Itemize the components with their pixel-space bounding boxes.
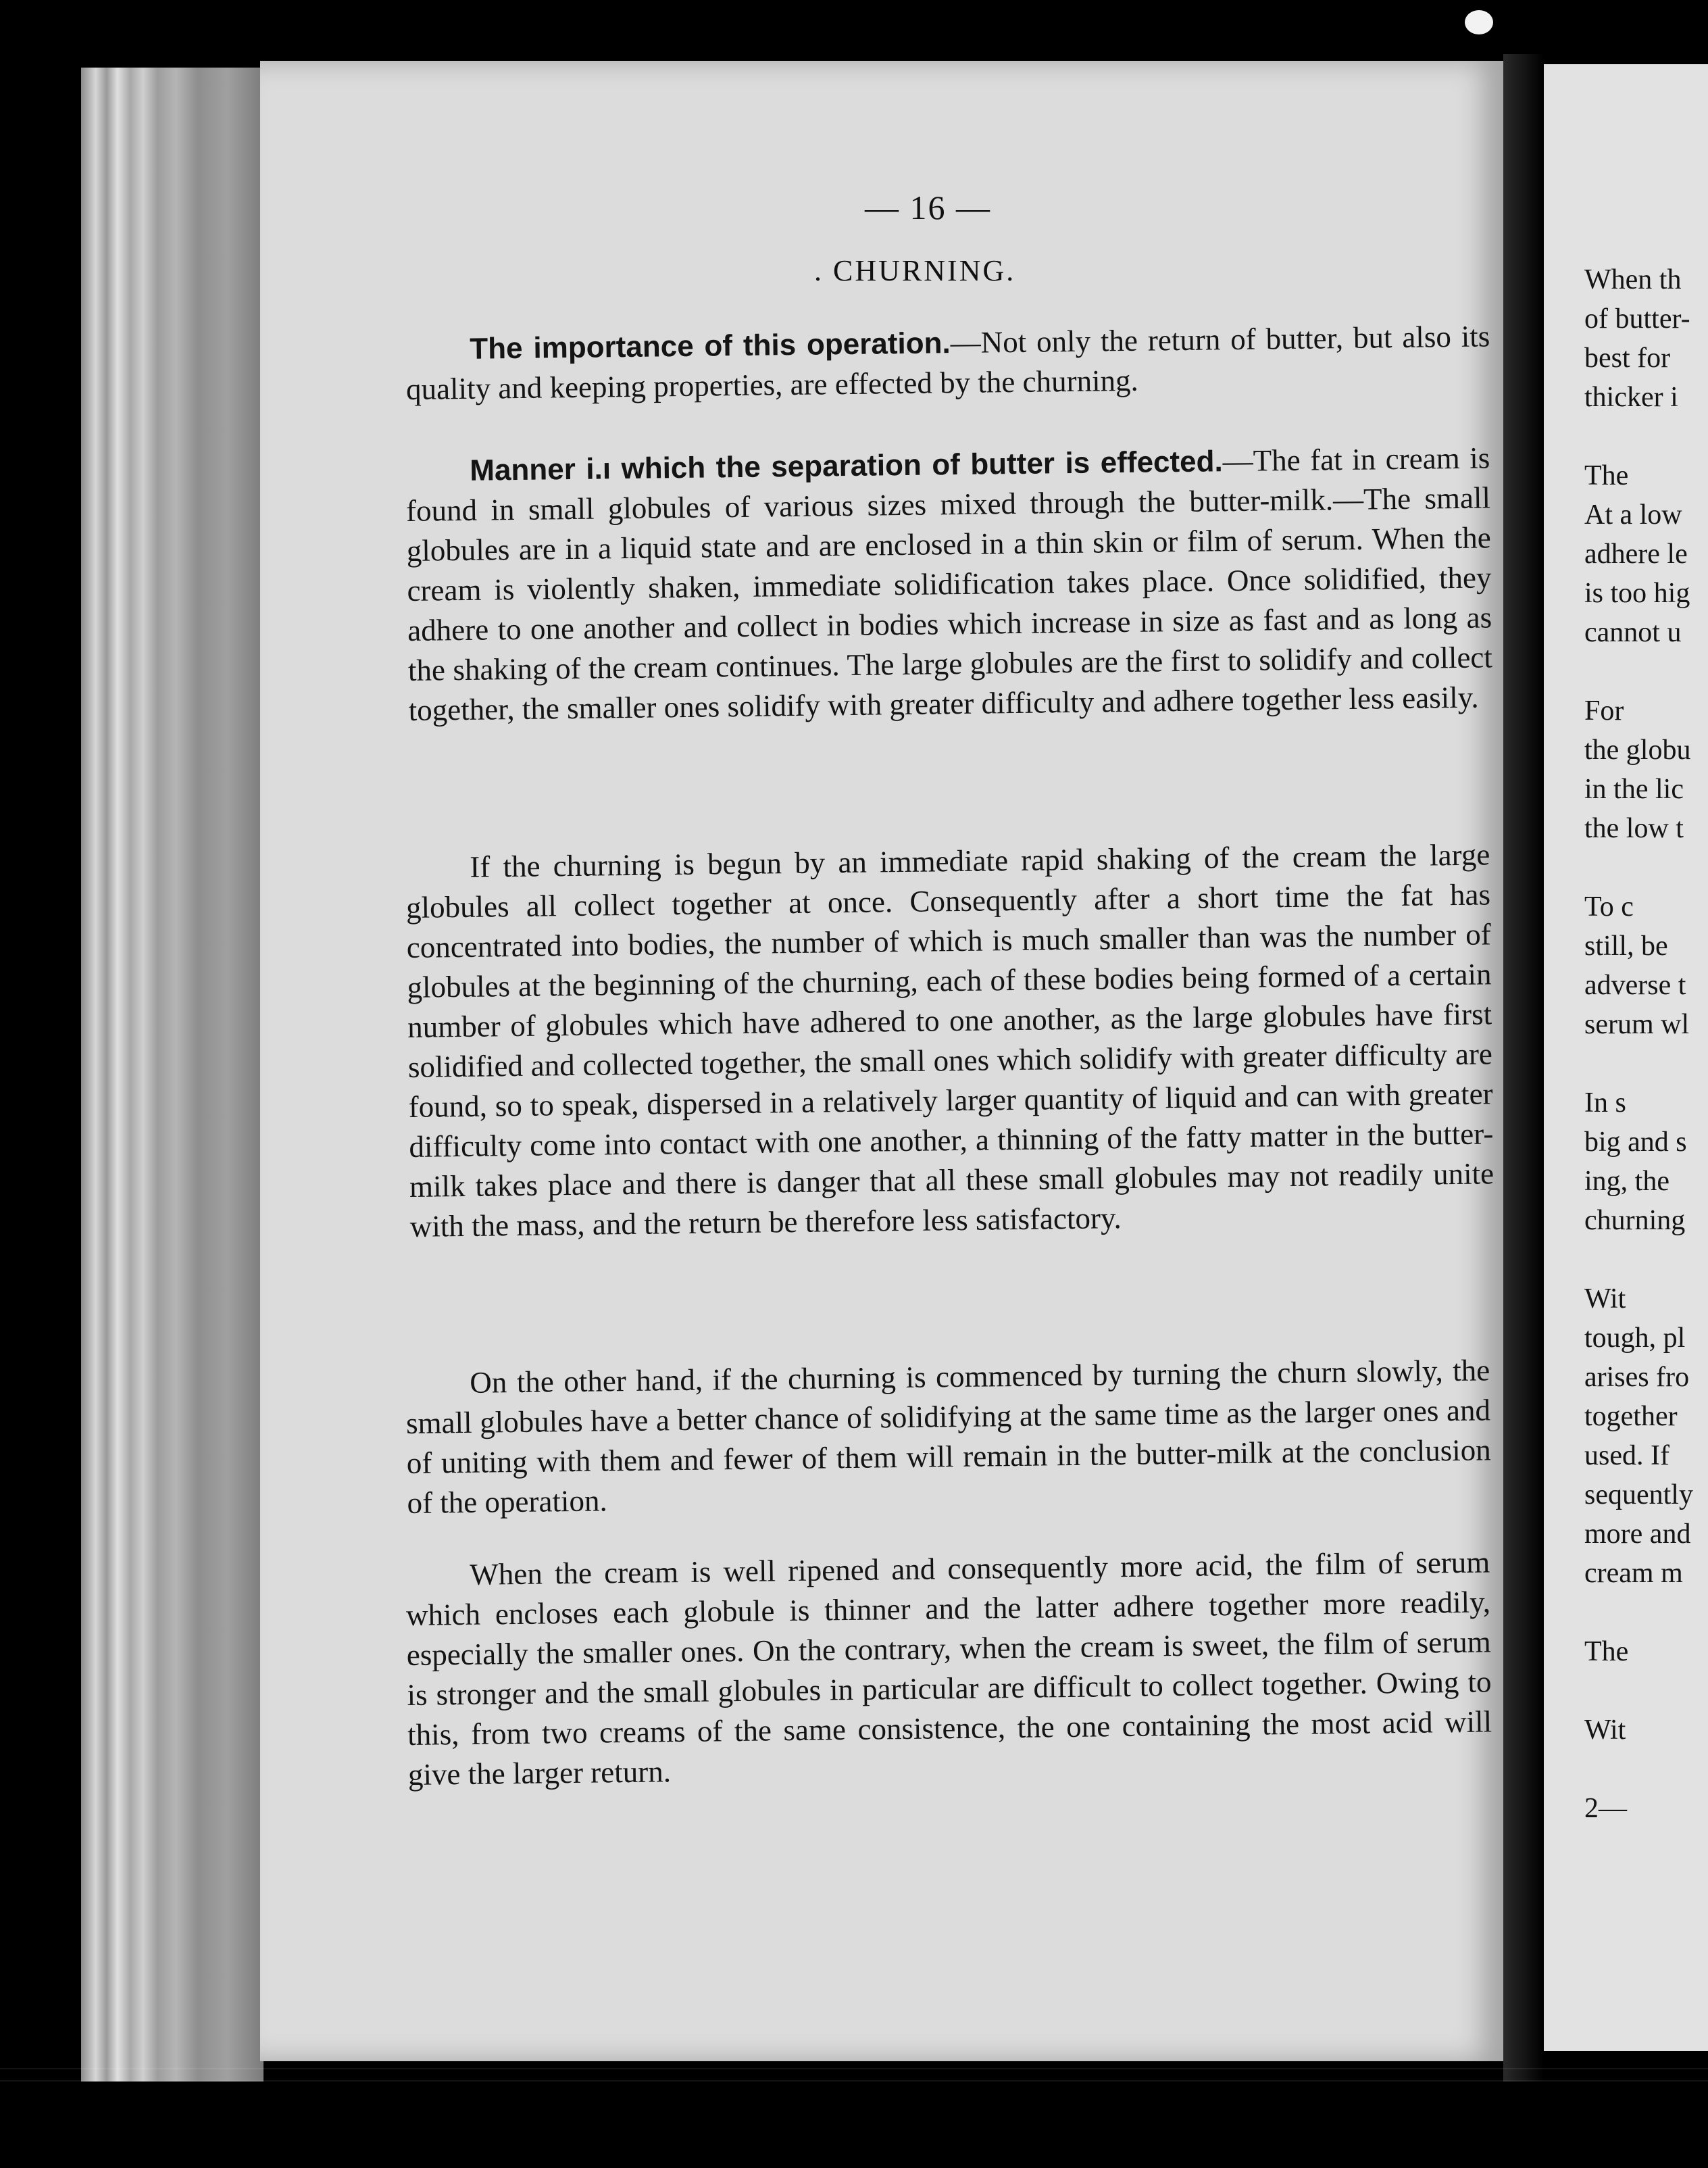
paragraph-ripened-cream <box>405 1542 1492 1795</box>
right-page-line: sequently <box>1584 1479 1693 1510</box>
page-number: — 16 — <box>865 189 991 226</box>
paragraph-body: —The fat in cream is found in small globules of various sizes mixed through the butter-milk.—The small globules are in a liquid state and are enclosed in a thin skin or film of serum. When the cream is violently shaken, immediate solidification takes place. Once solidified, they adhere to one another and collect in bodies which increase in size as fast and as long as the shaking of the cream continues. The large globules are the first to solidify and collect together, the smaller ones solidify with greater difficulty and adhere together less easily. <box>405 441 1493 727</box>
right-page-line: The <box>1584 1636 1629 1667</box>
page-edges <box>81 68 263 2081</box>
right-page-text <box>1584 260 1693 1828</box>
right-page-line: Wit <box>1584 1715 1626 1746</box>
right-page-line: big and s <box>1584 1127 1687 1158</box>
right-page-line: At a low <box>1584 499 1682 531</box>
right-page-line: adverse t <box>1584 970 1686 1001</box>
right-page-line: To c <box>1584 891 1634 922</box>
book-gutter <box>1503 54 1544 2081</box>
right-page-line: the low t <box>1584 813 1684 844</box>
right-page-line: used. If <box>1584 1440 1669 1471</box>
scan-artifact <box>0 2068 1708 2069</box>
right-page-line: of butter- <box>1584 303 1690 335</box>
right-page-line: serum wl <box>1584 1009 1690 1040</box>
paragraph-body: If the churning is begun by an immediate rapid shaking of the cream the large globules all collect together at once. Consequently after a short time the fat has concentrated into bodies, the number of which is much smaller than was the number of globules at the beginning of the churning, each of these bodies being formed of a certain number of globules which have adhered to one another, as the large globules have first solidified and collected together, the small ones which solidify with greater difficulty are found, so to speak, dispersed in a relatively larger quantity of liquid and can with greater difficulty come into contact with one another, a thinning of the fatty matter in the butter-milk takes place and there is danger that all these small globules may not readily unite with the mass, and the return be therefore less satisfactory. <box>405 837 1494 1243</box>
right-page-line: 2— <box>1584 1793 1627 1824</box>
right-page-line: best for <box>1584 343 1671 374</box>
scan-artifact <box>0 2080 1708 2081</box>
right-page-line: together <box>1584 1401 1678 1432</box>
right-page-line: For <box>1584 695 1624 726</box>
chapter-title: . CHURNING. <box>814 254 1016 287</box>
right-page-line: churning <box>1584 1205 1686 1236</box>
right-page-line: tough, pl <box>1584 1323 1686 1354</box>
right-page-line: ing, the <box>1584 1166 1669 1197</box>
right-page-line: more and <box>1584 1519 1691 1550</box>
right-page-line: arises fro <box>1584 1362 1690 1393</box>
paragraph-importance <box>405 316 1490 410</box>
paragraph-heading: Manner i.ı which the separation of butter is effected. <box>470 445 1223 487</box>
paragraph-body: On the other hand, if the churning is commenced by turning the churn slowly, the small globules have a better chance of solidifying at the same time as the larger ones and of uniting with them and fewer of them will remain in the butter-milk at the conclusion of the operation. <box>405 1353 1491 1520</box>
scan-mark <box>1465 10 1493 34</box>
right-page-line: the globu <box>1584 735 1691 766</box>
right-page-line: cream m <box>1584 1558 1683 1589</box>
right-page-line: still, be <box>1584 931 1668 962</box>
right-page-line: in the lic <box>1584 774 1684 805</box>
right-page-line: thicker i <box>1584 382 1678 413</box>
right-page-line: The <box>1584 460 1629 491</box>
right-page-line: adhere le <box>1584 539 1688 570</box>
paragraph-heading: The importance of this operation. <box>470 326 951 366</box>
right-page-line: cannot u <box>1584 617 1682 648</box>
paragraph-body: —Not only the return of butter, but also its quality and keeping properties, are effected by the churning. <box>405 319 1490 406</box>
paragraph-body: When the cream is well ripened and consequently more acid, the film of serum which encloses each globule is thinner and the latter adhere together more readily, especially the smaller ones. On the contrary, when the cream is sweet, the film of serum is stronger and the small globules in particular are difficult to collect together. Owing to this, from two creams of the same consistence, the one containing the most acid will give the larger return. <box>405 1545 1492 1792</box>
right-page-line: Wit <box>1584 1283 1626 1314</box>
right-page <box>1544 64 1708 2051</box>
paragraph-rapid-shaking <box>405 835 1494 1247</box>
right-page-line: In s <box>1584 1087 1626 1118</box>
paragraph-slow-churning <box>405 1350 1492 1523</box>
right-page-line: is too hig <box>1584 578 1690 609</box>
paragraph-separation <box>405 438 1493 731</box>
right-page-line: When th <box>1584 264 1682 295</box>
